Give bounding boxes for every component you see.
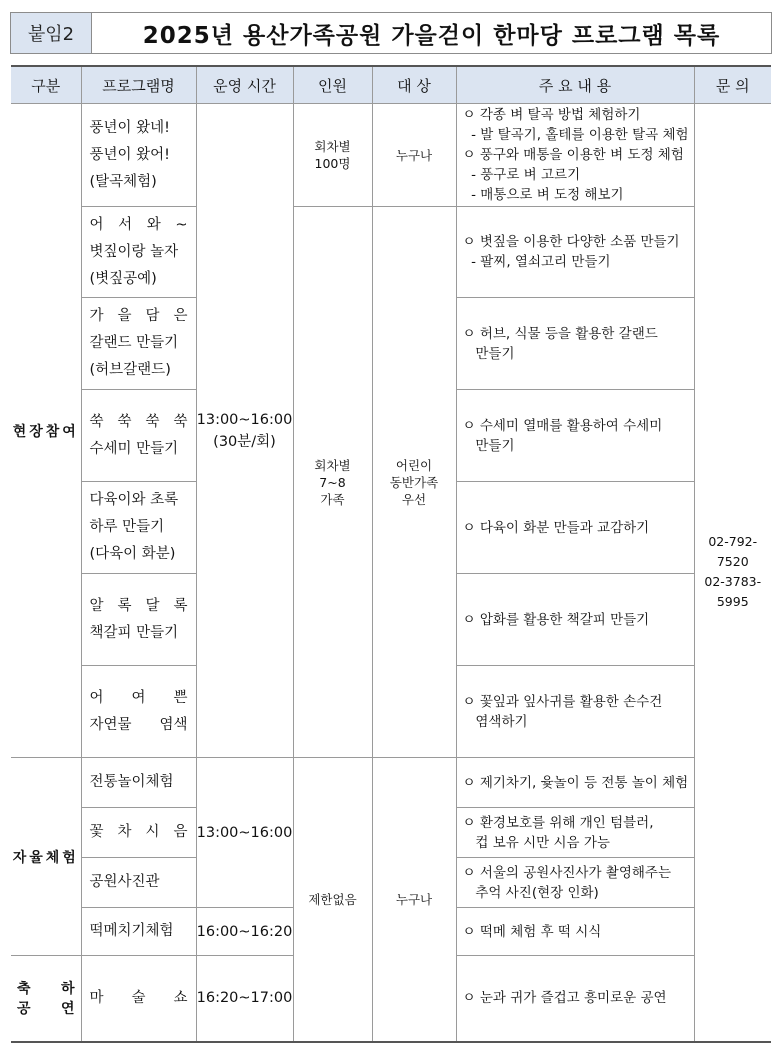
program-name-line (90, 514, 188, 541)
people-cell (293, 207, 372, 758)
program-name-text: 염색 (159, 716, 188, 733)
people-cell: 제한없음 (293, 758, 372, 1042)
contact-cell (694, 104, 771, 1042)
festival-char: 축 (17, 981, 31, 998)
title-block (10, 12, 772, 56)
program-name-text: 시 (145, 824, 160, 840)
program-name-text: 쑥 (117, 413, 132, 430)
program-name-line (90, 819, 188, 846)
program-name (81, 574, 196, 666)
program-name-line (90, 985, 188, 1012)
program-name-text: 알 (89, 597, 104, 614)
content-line: - 발 탈곡기, 홀테를 이용한 탈곡 체험 (462, 127, 689, 143)
target-text: 우선 (401, 491, 427, 507)
program-name-line (90, 487, 188, 514)
program-name-text: 가 (89, 308, 104, 324)
target-cell (372, 207, 456, 758)
program-name-text: 와 (146, 216, 161, 233)
content-cell (456, 758, 694, 808)
col-header-content: 주 요 내 용 (456, 66, 694, 104)
program-name (81, 104, 196, 207)
program-name-text: (다육이 화분) (89, 546, 176, 562)
program-name-text: 술 (131, 989, 146, 1006)
program-name-text: (볏짚공예) (89, 270, 157, 287)
program-name-text: 꽃 (89, 824, 104, 840)
content-line: - 풍구로 벼 고르기 (462, 167, 581, 183)
program-name-text: 어 (89, 216, 104, 233)
program-name-text: 갈랜드 만들기 (89, 335, 179, 351)
content-cell (456, 956, 694, 1042)
program-name-text: 록 (117, 597, 132, 614)
time-note: (30분/회) (213, 433, 276, 450)
table-row (11, 207, 771, 298)
content-cell (456, 298, 694, 390)
time-value: 13:00~16:00 (196, 411, 293, 428)
category-free: 자율체험 (11, 758, 81, 956)
program-name (81, 390, 196, 482)
content-line: ㅇ 볏짚을 이용한 다양한 소품 만들기 (462, 234, 680, 250)
table-row (11, 104, 771, 207)
target-text: 어린이 (395, 457, 433, 473)
program-name-line (90, 169, 188, 196)
time-free: 13:00~16:00 (196, 758, 293, 908)
time-field (196, 104, 293, 758)
program-name-line (90, 593, 188, 620)
program-name-line (90, 357, 188, 384)
program-name-text: 풍년이 왔어! (89, 146, 170, 163)
program-name-line (90, 330, 188, 357)
program-name-text: 수세미 만들기 (89, 440, 179, 457)
program-name-line (90, 212, 188, 239)
content-line: 만들기 (462, 437, 515, 454)
content-line: ㅇ 압화를 활용한 책갈피 만들기 (462, 611, 650, 628)
program-name-line (90, 869, 188, 896)
content-cell (456, 482, 694, 574)
people-text: 100명 (314, 156, 351, 171)
content-line: ㅇ 각종 벼 탈곡 방법 체험하기 (462, 107, 641, 123)
content-cell (456, 858, 694, 908)
program-name-line (90, 142, 188, 169)
program-name-line (90, 712, 188, 739)
category-festival (11, 956, 81, 1042)
col-header-program: 프로그램명 (81, 66, 196, 104)
program-name (81, 858, 196, 908)
content-line: - 팔찌, 열쇠고리 만들기 (462, 254, 611, 270)
people-text: 회차별 (314, 457, 351, 473)
time-show: 16:20~17:00 (196, 956, 293, 1042)
category-field: 현장참여 (11, 104, 81, 758)
program-name-text: (허브갈랜드) (89, 362, 171, 378)
content-cell (456, 574, 694, 666)
program-name-line (90, 266, 188, 293)
content-line: - 매통으로 벼 도정 해보기 (462, 187, 624, 203)
program-name-text: 차 (117, 824, 132, 840)
program-name-text: 쇼 (173, 989, 188, 1006)
program-name-line (90, 115, 188, 142)
content-line: ㅇ 허브, 식물 등을 활용한 갈랜드 (462, 325, 658, 342)
program-name-text: 쑥 (89, 413, 104, 430)
program-name (81, 482, 196, 574)
content-line: ㅇ 다육이 화분 만들과 교감하기 (462, 519, 650, 536)
program-name-text: 쑥 (173, 413, 188, 430)
content-line: ㅇ 수세미 열매를 활용하여 수세미 (462, 417, 663, 434)
program-name-text: ~ (175, 216, 188, 233)
program-name-line (90, 239, 188, 266)
table-header-row (11, 66, 771, 104)
program-name-text: 어 (89, 689, 104, 706)
program-name-text: 전통놀이체험 (89, 774, 174, 790)
content-cell (456, 390, 694, 482)
program-name-line (90, 436, 188, 463)
program-name-line (90, 409, 188, 436)
people-cell (293, 104, 372, 207)
program-name (81, 298, 196, 390)
content-line: 추억 사진(현장 인화) (462, 884, 599, 901)
time-ricecake: 16:00~16:20 (196, 908, 293, 956)
target-cell: 누구나 (372, 104, 456, 207)
program-name (81, 808, 196, 858)
program-name-text: 자연물 (89, 716, 132, 733)
festival-char: 하 (60, 981, 75, 998)
program-name-text: 볏짚이랑 놀자 (89, 243, 179, 260)
people-text: 7~8 (319, 474, 346, 490)
program-name-text: 여 (131, 689, 146, 706)
program-name-text: 공원사진관 (89, 874, 160, 890)
col-header-target: 대 상 (372, 66, 456, 104)
content-line: ㅇ 환경보호를 위해 개인 텀블러, (462, 814, 654, 831)
table-row (11, 758, 771, 808)
program-name (81, 207, 196, 298)
program-name-text: 풍년이 왔네! (89, 119, 170, 136)
program-name-text: 책갈피 만들기 (89, 624, 179, 641)
col-header-contact: 문 의 (694, 66, 771, 104)
content-line: 컵 보유 시만 시음 가능 (462, 834, 610, 851)
target-text: 동반가족 (389, 474, 439, 490)
festival-char: 연 (60, 1001, 75, 1018)
program-name-text: 마 (89, 989, 104, 1006)
program-name (81, 666, 196, 758)
people-text: 가족 (320, 491, 345, 507)
program-name-line (90, 918, 188, 945)
program-name-text: 서 (118, 216, 133, 233)
content-cell (456, 104, 694, 207)
program-name-text: 담 (145, 308, 160, 324)
content-line: ㅇ 눈과 귀가 즐겁고 흥미로운 공연 (462, 990, 667, 1007)
program-name-line (90, 303, 188, 330)
program-table (11, 65, 771, 1043)
content-line: ㅇ 제기차기, 윷놀이 등 전통 놀이 체험 (462, 774, 689, 791)
program-name-line (90, 769, 188, 796)
program-name (81, 908, 196, 956)
content-line: ㅇ 풍구와 매통을 이용한 벼 도정 체험 (462, 147, 684, 163)
content-line: ㅇ 떡메 체험 후 떡 시식 (462, 923, 602, 940)
program-name-text: 다육이와 초록 (89, 492, 179, 508)
program-name-text: 록 (173, 597, 188, 614)
content-cell (456, 908, 694, 956)
col-header-people: 인원 (293, 66, 372, 104)
program-name-text: 을 (117, 308, 132, 324)
col-header-time: 운영 시간 (196, 66, 293, 104)
program-name-text: 음 (173, 824, 188, 840)
page-title: 2025년 용산가족공원 가을걷이 한마당 프로그램 목록 (92, 12, 772, 54)
contact-phone: 02-3783-5995 (704, 574, 762, 610)
content-line: 염색하기 (462, 713, 528, 730)
program-name-text: 은 (173, 308, 188, 324)
contact-phone: 02-792-7520 (708, 534, 758, 570)
program-name-text: (탈곡체험) (89, 173, 157, 190)
content-line: 만들기 (462, 345, 515, 362)
program-name-line (90, 620, 188, 647)
content-cell (456, 808, 694, 858)
col-header-category: 구분 (11, 66, 81, 104)
content-line: ㅇ 꽃잎과 잎사귀를 활용한 손수건 (462, 693, 663, 710)
program-name-text: 쑥 (145, 413, 160, 430)
content-cell (456, 207, 694, 298)
program-name (81, 758, 196, 808)
content-cell (456, 666, 694, 758)
program-name-text: 달 (145, 597, 160, 614)
program-name-line (90, 685, 188, 712)
program-name-text: 하루 만들기 (89, 519, 165, 535)
program-name-text: 쁜 (173, 689, 188, 706)
people-text: 회차별 (314, 139, 351, 154)
content-line: ㅇ 서울의 공원사진사가 촬영해주는 (462, 864, 671, 881)
festival-char: 공 (17, 1001, 31, 1018)
program-name (81, 956, 196, 1042)
attachment-badge: 붙임2 (10, 12, 92, 54)
target-cell: 누구나 (372, 758, 456, 1042)
program-name-text: 떡메치기체험 (89, 923, 174, 939)
program-name-line (90, 541, 188, 568)
